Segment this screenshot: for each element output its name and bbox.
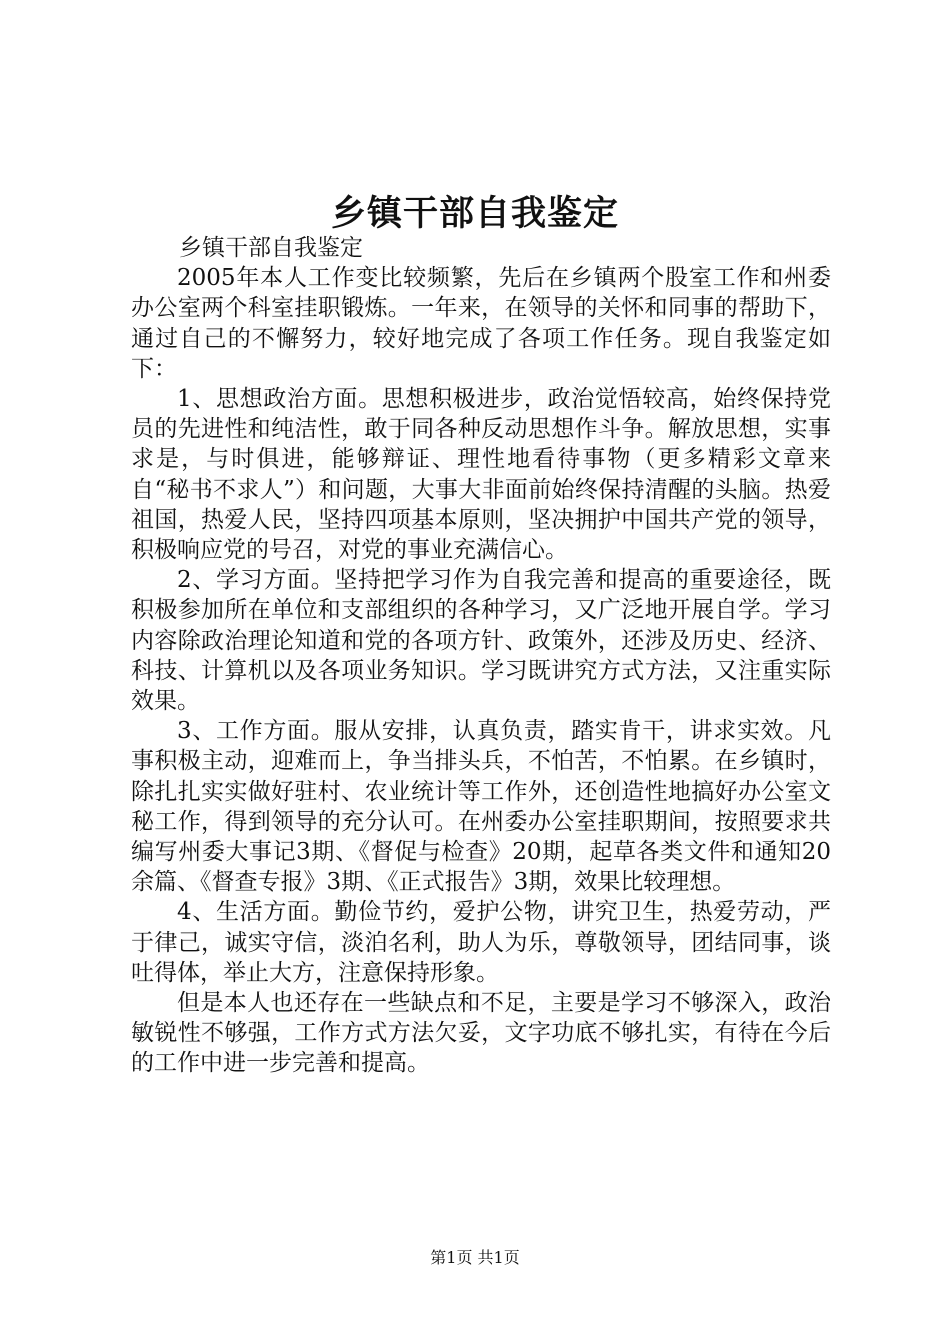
paragraph-shortcomings: 但是本人也还存在一些缺点和不足，主要是学习不够深入，政治敏锐性不够强，工作方式方法欠妥，文字功底不够扎实，有待在今后的工作中进一步完善和提高。 [131, 990, 831, 1077]
document-body [131, 233, 831, 1079]
paragraph-life: 4、生活方面。勤俭节约，爱护公物，讲究卫生，热爱劳动，严于律己，诚实守信，淡泊名利，助人为乐，尊敬领导，团结同事，谈吐得体，举止大方，注意保持形象。 [131, 899, 831, 986]
paragraph-study: 2、学习方面。坚持把学习作为自我完善和提高的重要途径，既积极参加所在单位和支部组织的各种学习，又广泛地开展自学。学习内容除政治理论知道和党的各项方针、政策外，还涉及历史、经济、科技、计算机以及各项业务知识。学习既讲究方式方法，又注重实际效果。 [131, 567, 831, 715]
page-number-footer: 第1页 共1页 [430, 1248, 520, 1267]
document-title: 乡镇干部自我鉴定 [330, 194, 619, 234]
paragraph-work: 3、工作方面。服从安排，认真负责，踏实肯干，讲求实效。凡事积极主动，迎难而上，争当排头兵，不怕苦，不怕累。在乡镇时，除扎扎实实做好驻村、农业统计等工作外，还创造性地搞好办公室文秘工作，得到领导的充分认可。在州委办公室挂职期间，按照要求共编写州委大事记3期、《督促与检查》20期，起草各类文件和通知20余篇、《督查专报》3期、《正式报告》3期，效果比较理想。 [131, 718, 831, 896]
paragraph-intro: 2005年本人工作变比较频繁，先后在乡镇两个股室工作和州委办公室两个科室挂职锻炼。一年来，在领导的关怀和同事的帮助下，通过自己的不懈努力，较好地完成了各项工作任务。现自我鉴定如下： [131, 265, 831, 382]
document-subtitle: 乡镇干部自我鉴定 [179, 235, 363, 261]
paragraph-politics: 1、思想政治方面。思想积极进步，政治觉悟较高，始终保持党员的先进性和纯洁性，敢于同各种反动思想作斗争。解放思想，实事求是，与时俱进，能够辩证、理性地看待事物（更多精彩文章来自“秘书不求人”）和问题，大事大非面前始终保持清醒的头脑。热爱祖国，热爱人民，坚持四项基本原则，坚决拥护中国共产党的领导，积极响应党的号召，对党的事业充满信心。 [131, 386, 831, 564]
